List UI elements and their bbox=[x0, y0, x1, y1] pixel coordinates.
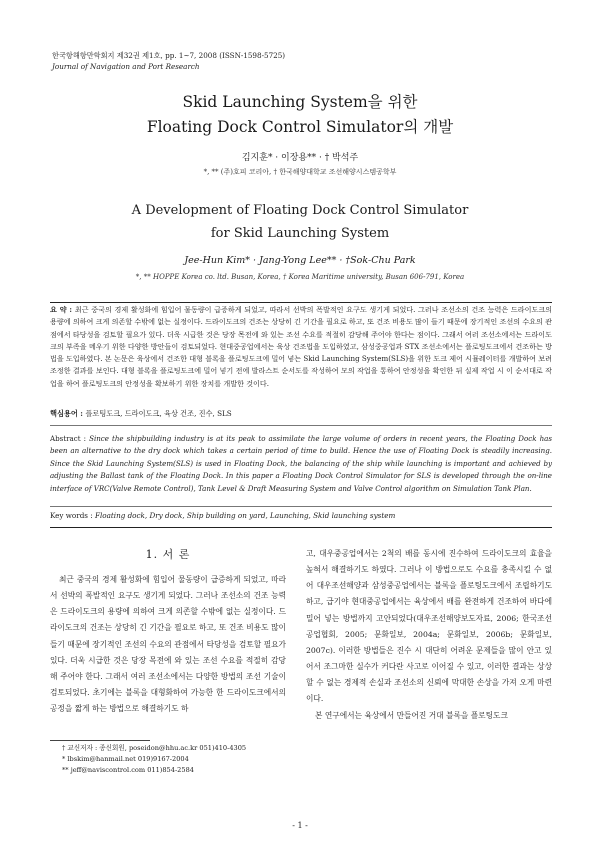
english-affiliation: *, ** HOPPE Korea co. ltd. Busan, Korea, † Korea Maritime university, Busan 606-791, Korea bbox=[135, 273, 465, 281]
korean-authors: 김지훈* · 이장용** · † 박석주 bbox=[241, 153, 359, 163]
english-keywords-label: Key words : bbox=[50, 511, 95, 520]
korean-title-line2: Floating Dock Control Simulator의 개발 bbox=[146, 118, 454, 136]
english-title-line1: A Development of Floating Dock Control Simulator bbox=[131, 203, 469, 218]
abstract-mid-rule bbox=[50, 425, 552, 426]
english-keywords bbox=[50, 511, 395, 520]
korean-title-line1: Skid Launching System을 위한 bbox=[182, 93, 418, 111]
english-keywords-text: Floating dock, Dry dock, Ship building on yard, Launching, Skid launching system bbox=[94, 511, 396, 520]
left-column-paragraph: 최근 중국의 경제 활성화에 힘입어 물동량이 급증하게 되었고, 따라서 선박의 폭발적인 요구도 생기게 되었다. 그러나 조선소의 건조 능력은 드라이도크의 용량에 의하여 크게 의존할 수밖에 없는 실정이다. 드라이도크의 건조는 상당히 긴 기간을 필요로 하고, 또 건조 비용도 많이 들기 때문에 장기적인 조선의 수요의 관점에서 타당성을 검토할 필요가 있다. 더욱 시급한 것은 당장 목전에 와 있는 조선 수요를 적절히 감당해 주어야 한다. 그래서 여러 조선소에서는 다양한 방법의 조선 기술이 검토되었다. 초기에는 블록을 대형화하여 가능한 한 드라이도크에서의 공정을 짧게 하는 방법으로 해결하기도 하 bbox=[50, 575, 286, 714]
korean-keywords-label: 핵심용어 : bbox=[50, 409, 86, 418]
section-1-title: 1. 서 론 bbox=[145, 548, 191, 561]
footnote-corresponding: † 교신저자 : 종신회원, poseidon@hhu.ac.kr 051)410-4305 bbox=[62, 744, 247, 752]
english-abstract-label: Abstract : bbox=[50, 434, 90, 443]
footnote-author-2: ** jeff@naviscontrol.com 011)854-2584 bbox=[62, 766, 194, 774]
footnote-author-1: * lbskim@hanmail.net 019)9167-2004 bbox=[62, 755, 189, 763]
korean-keywords bbox=[50, 409, 232, 419]
korean-keywords-text: 플로팅도크, 드라이도크, 육상 건조, 진수, SLS bbox=[85, 409, 232, 418]
english-abstract bbox=[50, 433, 552, 495]
left-column-body bbox=[50, 572, 286, 728]
abstract-bottom-rule bbox=[50, 527, 552, 528]
english-abstract-text: Since the shipbuilding industry is at its peak to assimilate the large volume of orders in recent years, the Floating Dock has been an alternative to the dry dock which takes a certain period of time to build. Hence the use of Floating Dock is steadily increasing. Since the Skid Launching System(SLS) is used in Floating Dock, the balancing of the ship while launching is important and achieved by adjusting the Ballast tank of the Floating Dock. In this paper a Floating Dock Control Simulator for SLS is developed through the on-line interface of VRC(Valve Remote Control), Tank Level & Draft Measuring System and Valve Control algorithm on Simulation Tank Plan. bbox=[50, 434, 553, 493]
footnote-rule bbox=[50, 740, 150, 741]
keywords-rule bbox=[50, 506, 552, 507]
right-column-paragraph-2: 본 연구에서는 육상에서 만들어진 거대 블록을 플로팅도크 bbox=[315, 710, 508, 720]
korean-abstract-text: 최근 중국의 경제 활성화에 힘입어 물동량이 급증하게 되었고, 따라서 선박의 폭발적인 요구도 생기게 되었다. 그러나 조선소의 건조 능력은 드라이도크의 용량에 의하여 크게 의존할 수밖에 없는 실정이다. 드라이도크의 건조는 상당히 긴 기간을 필요로 하고, 또 건조 비용도 많이 들기 때문에 장기적인 조선의 수요의 관점에서 타당성을 검토할 필요가 있다. 더욱 시급한 것은 당장 목전에 와 있는 조선 수요를 적절히 감당해 주어야 한다는 점이다. 그래서 여러 조선소에서는 드라이도크의 부족을 메우기 위한 다양한 방안들이 검토되었다. 현대중공업에서는 육상 건조법을 도입하였고, 삼성중공업과 STX 조선소에서는 플로팅도크에서 건조하는 방법을 도입하였다. 본 논문은 육상에서 건조한 대형 블록을 플로팅도크에 밀어 넣는 Skid Launching System(SLS)을 위한 도크 제어 시뮬레이터를 개발하여 보려 조정한 결과를 보인다. 대형 블록을 플로팅도크에 밀어 넣기 전에 발라스트 순서도를 작성하여 모의 작업을 통하여 안정성을 확인한 뒤 실제 작업 시 이 순서대로 작업을 하여 플로팅도크의 안정성을 확보하기 위한 장치를 개발한 것이다. bbox=[50, 305, 552, 388]
page-number: - 1 - bbox=[292, 821, 308, 830]
journal-citation: 한국항해항만학회지 제32권 제1호, pp. 1~7, 2008 (ISSN-1598-5725) bbox=[52, 51, 286, 60]
korean-abstract bbox=[50, 304, 552, 390]
korean-abstract-label: 요 약 : bbox=[50, 305, 75, 314]
right-column-paragraph-1: 고, 대우중공업에서는 2척의 배를 동시에 진수하여 드라이도크의 효율을 높혀서 해결하기도 하였다. 그러나 이 방법으로도 수요를 충족시킬 수 없어 대우조선해양과 삼성중공업에서는 블록을 플로팅도크에서 조립하기도 하고, 급기야 현대중공업에서는 육상에서 배를 완전하게 건조하여 바다에 밀어 넣는 방법까지 고안되었다(대우조선해양보도자료, 2006; 한국조선공업협회, 2005; 문화일보, 2004a; 문화일보, 2006b; 문화일보, 2007c). 이러한 방법들은 진수 시 대단히 어려운 문제들을 많이 안고 있어서 조그마한 실수가 커다란 사고로 이어질 수 있고, 이러한 결과는 상상할 수 없는 경제적 손실과 조선소의 신뢰에 막대한 손상을 가져 오게 마련이다. bbox=[306, 549, 552, 704]
english-title-line2: for Skid Launching System bbox=[210, 226, 390, 241]
english-authors: Jee-Hun Kim* · Jang-Yong Lee** · †Sok-Chu Park bbox=[184, 255, 416, 266]
journal-name: Journal of Navigation and Port Research bbox=[52, 62, 200, 71]
right-column-body bbox=[306, 546, 552, 736]
korean-affiliation: *, ** (주)호피 코리아, † 한국해양대학교 조선해양시스템공학부 bbox=[203, 168, 397, 176]
abstract-top-rule bbox=[50, 302, 552, 303]
